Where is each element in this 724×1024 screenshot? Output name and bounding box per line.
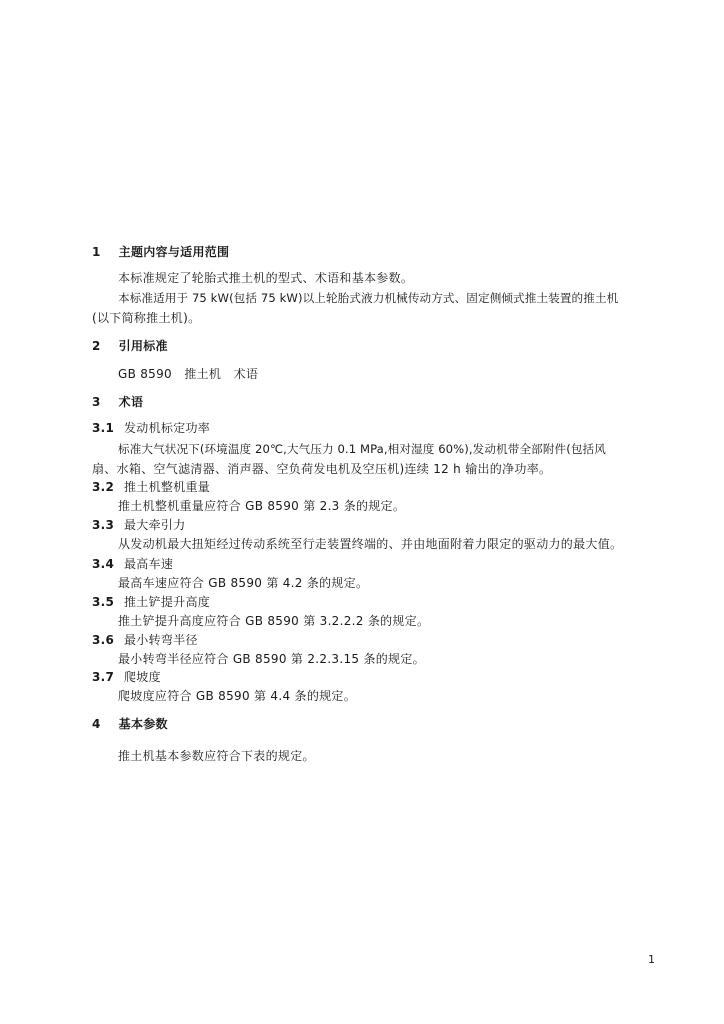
term-3-3-text: 从发动机最大扭矩经过传动系统至行走装置终端的、并由地面附着力限定的驱动力的最大值。 [118, 537, 623, 551]
section-4-heading [92, 716, 168, 732]
term-title: 推土铲提升高度 [124, 595, 211, 609]
reference-standard: GB 8590 推土机 术语 [118, 367, 259, 381]
term-3-1-heading [92, 420, 210, 436]
page-number: 1 [648, 953, 656, 966]
term-3-6-text: 最小转弯半径应符合 GB 8590 第 2.2.3.15 条的规定。 [118, 652, 425, 666]
term-3-7-text: 爬坡度应符合 GB 8590 第 4.4 条的规定。 [118, 689, 357, 703]
term-3-3-heading [92, 517, 186, 533]
term-3-1-text-line-2: 扇、水箱、空气滤清器、消声器、空负荷发电机及空压机)连续 12 h 输出的净功率。 [92, 462, 552, 476]
term-3-7-heading [92, 669, 161, 685]
term-number: 3.5 [92, 595, 115, 609]
term-3-2-heading [92, 479, 210, 495]
term-3-5-text: 推土铲提升高度应符合 GB 8590 第 3.2.2.2 条的规定。 [118, 614, 430, 628]
term-number: 3.1 [92, 421, 115, 435]
term-title: 爬坡度 [124, 670, 161, 684]
section-title: 术语 [118, 395, 144, 409]
term-3-5-heading [92, 594, 210, 610]
term-number: 3.2 [92, 480, 115, 494]
section-1-paragraph-2-line-1: 本标准适用于 75 kW(包括 75 kW)以上轮胎式液力机械传动方式、固定侧倾式推土装置的推土机 [118, 291, 619, 305]
term-3-4-text: 最高车速应符合 GB 8590 第 4.2 条的规定。 [118, 576, 369, 590]
section-1-paragraph-1: 本标准规定了轮胎式推土机的型式、术语和基本参数。 [118, 271, 414, 285]
term-title: 最高车速 [124, 557, 174, 571]
section-1-paragraph-2-line-2: (以下简称推土机)。 [92, 311, 201, 325]
term-3-1-text-line-1: 标准大气状况下(环境温度 20℃,大气压力 0.1 MPa,相对湿度 60%),发动机带全部附件(包括风 [118, 442, 606, 456]
term-title: 最大牵引力 [124, 518, 186, 532]
term-number: 3.7 [92, 670, 115, 684]
term-number: 3.4 [92, 557, 115, 571]
section-number: 4 [92, 717, 101, 731]
term-3-2-text: 推土机整机重量应符合 GB 8590 第 2.3 条的规定。 [118, 499, 406, 513]
term-title: 发动机标定功率 [124, 421, 211, 435]
section-3-heading [92, 394, 143, 410]
term-number: 3.3 [92, 518, 115, 532]
section-title: 主题内容与适用范围 [118, 245, 230, 259]
term-3-4-heading [92, 556, 173, 572]
section-4-paragraph: 推土机基本参数应符合下表的规定。 [118, 749, 315, 763]
section-title: 引用标准 [118, 339, 168, 353]
term-number: 3.6 [92, 633, 115, 647]
section-1-heading [92, 244, 229, 260]
section-number: 3 [92, 395, 101, 409]
term-title: 最小转弯半径 [124, 633, 198, 647]
term-title: 推土机整机重量 [124, 480, 211, 494]
section-2-heading [92, 338, 168, 354]
term-3-6-heading [92, 632, 198, 648]
section-title: 基本参数 [118, 717, 168, 731]
section-number: 2 [92, 339, 101, 353]
section-number: 1 [92, 245, 101, 259]
